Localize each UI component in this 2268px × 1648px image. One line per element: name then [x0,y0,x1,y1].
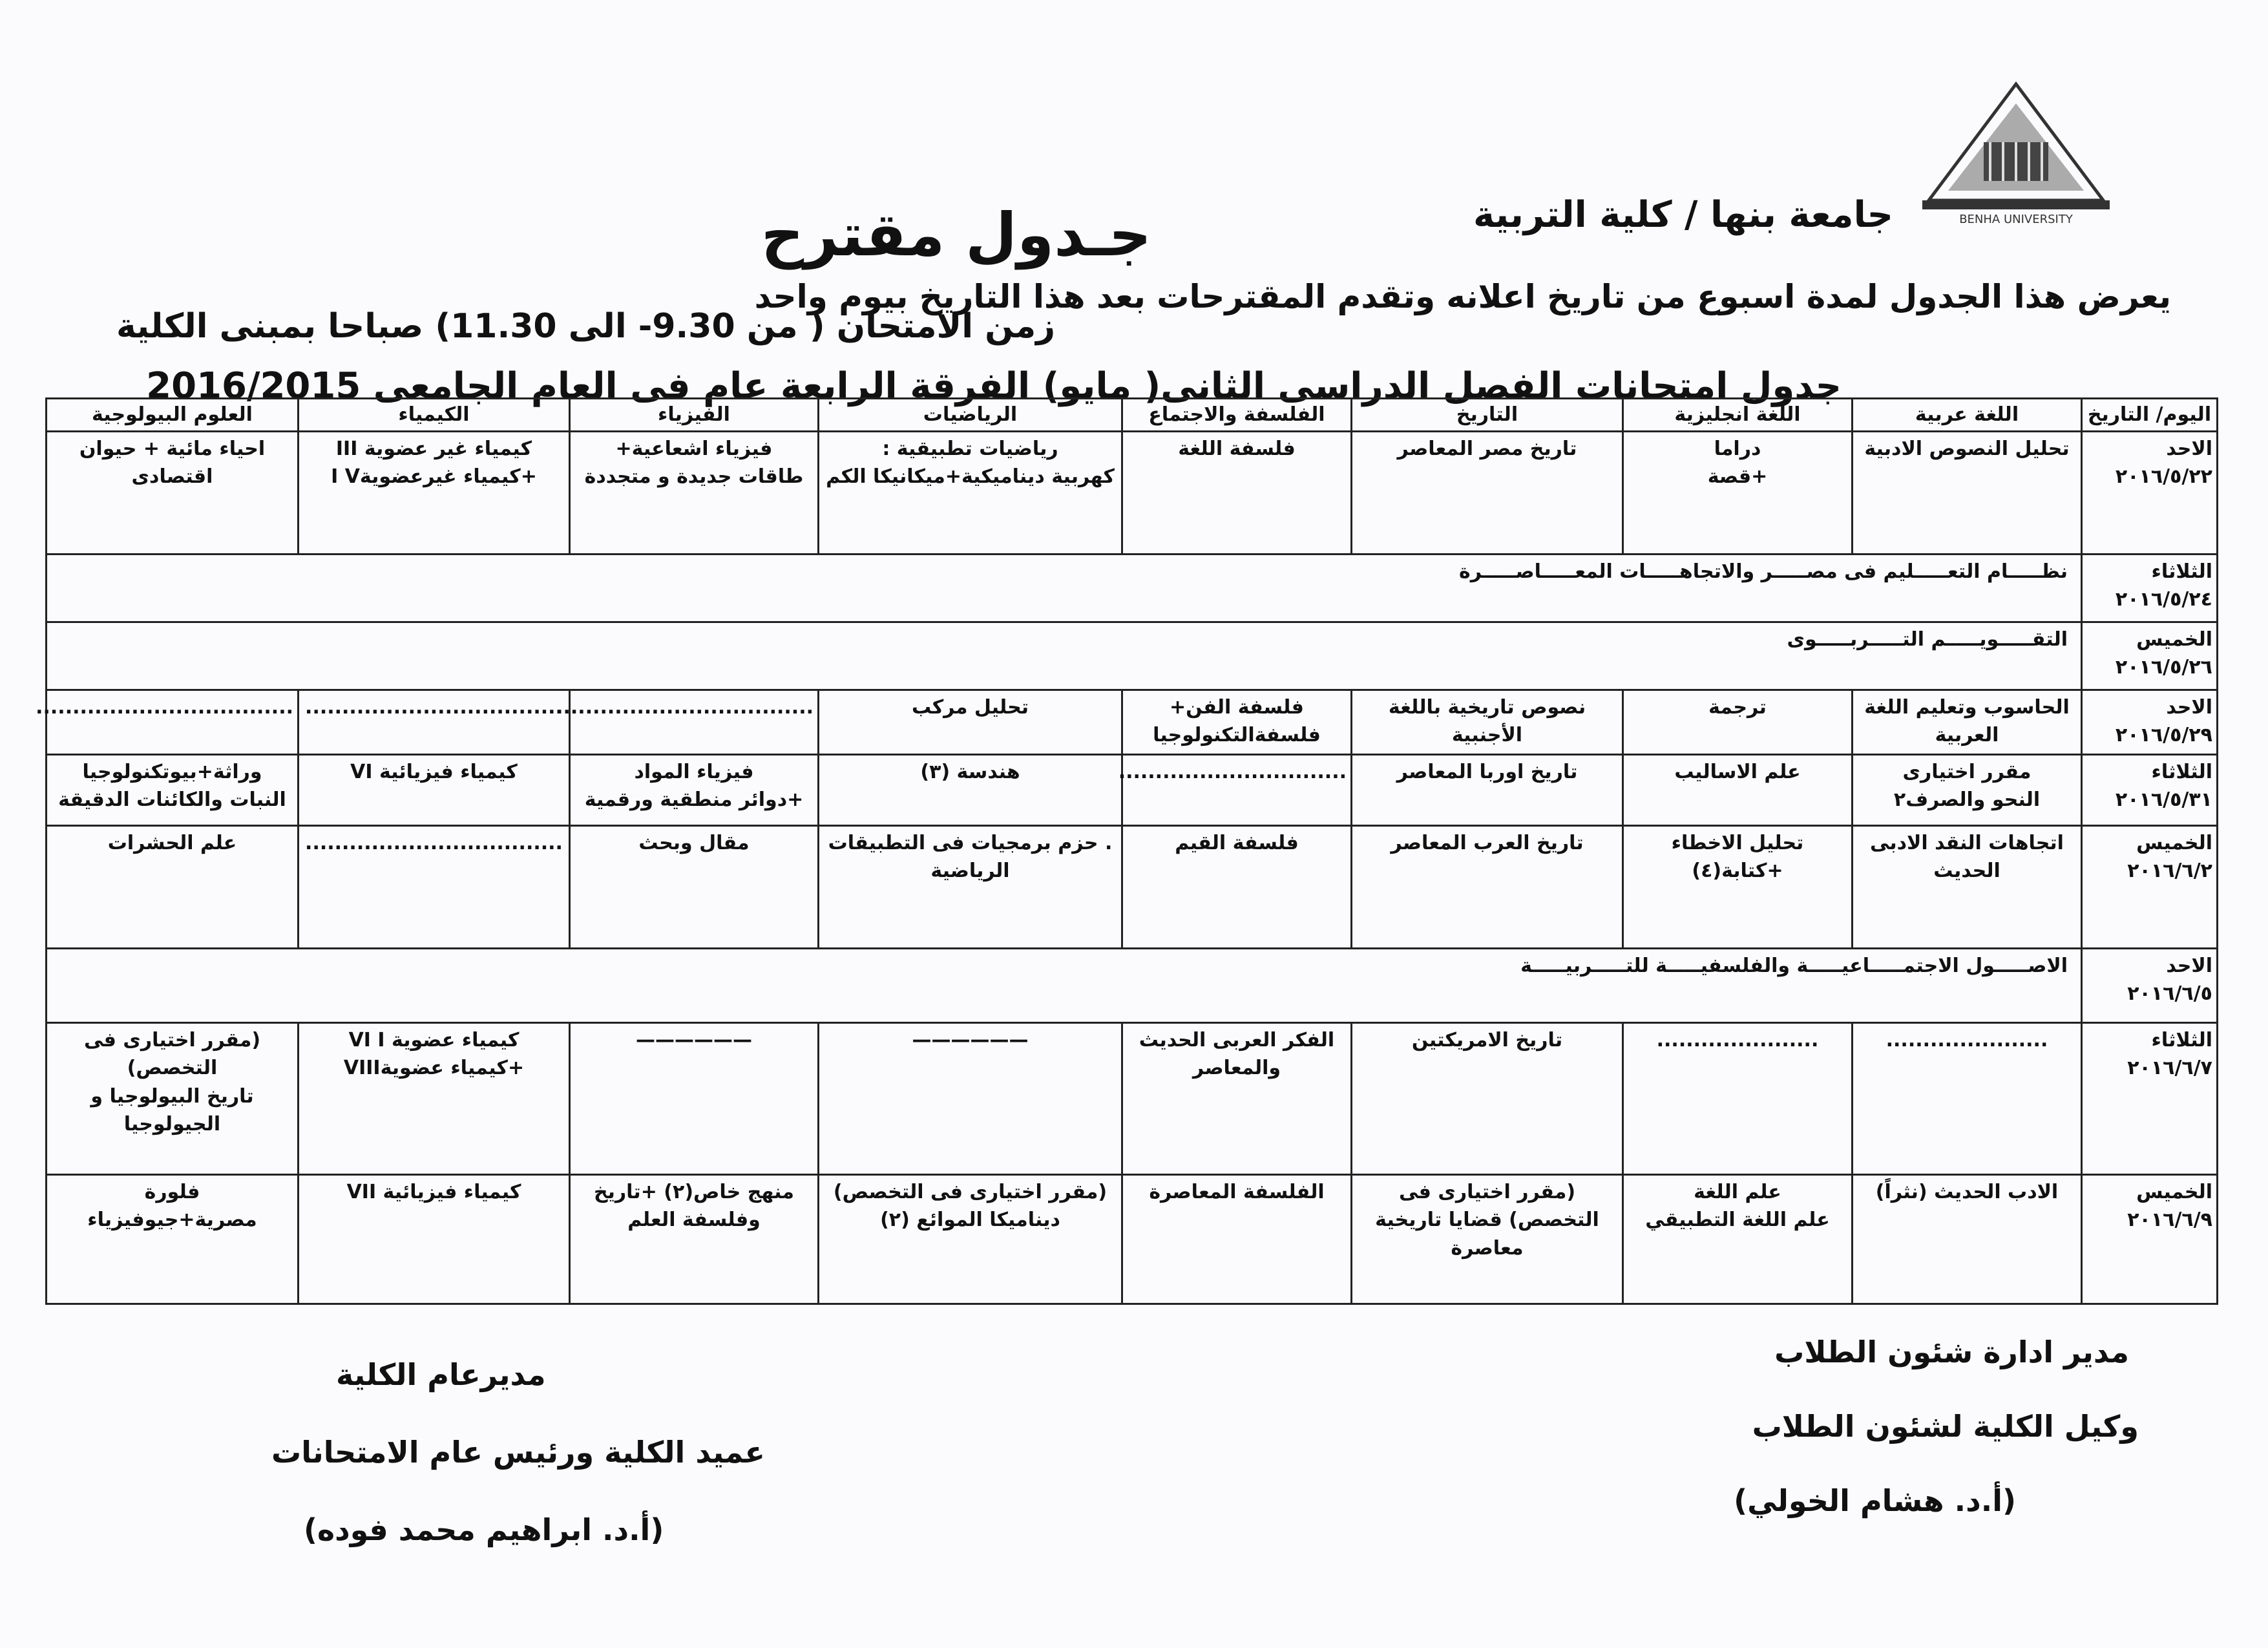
notice-text: يعرض هذا الجدول لمدة اسبوع من تاريخ اعلانه وتقدم المقترحات بعد هذا التاريخ بيوم واحد [754,278,2171,315]
exam-cell: الفلسفة المعاصرة [1122,1174,1352,1304]
exam-cell: تاريخ العرب المعاصر [1352,825,1623,948]
exam-cell: (مقرر اختيارى فى التخصص) قضايا تاريخية معاصرة [1352,1174,1623,1304]
table-row [47,1174,2218,1304]
table-row [47,554,2218,622]
spanning-exam-cell: التقـــــويـــــم التـــــربـــــوى [47,622,2082,690]
exam-cell: فلورة مصرية+جيوفيزياء [47,1174,299,1304]
table-body [36,431,2218,1304]
exam-cell: الادب الحديث (نثراً) [1853,1174,2082,1304]
page-title: جـدول مقترح [761,200,1152,269]
table-row [47,948,2218,1022]
day-label: الثلاثاء [2151,560,2212,583]
table-header-row [47,399,2218,432]
day-date-cell [2082,622,2218,690]
day-label: الثلاثاء [2151,1028,2212,1051]
exam-cell: كيمياء فيزيائية VII [299,1174,570,1304]
exam-cell: تاريخ اوربا المعاصر [1352,754,1623,825]
header-cell: التاريخ [1352,399,1623,432]
exam-cell: علم اللغة علم اللغة التطبيقي [1623,1174,1853,1304]
exam-cell: (مقرر اختيارى فى التخصص) تاريخ البيولوجيا و الجيولوجيا [47,1022,299,1174]
header-cell: اللغة عربية [1853,399,2082,432]
exam-cell: ................................... [570,690,819,754]
day-date-cell [2082,825,2218,948]
day-label: الاحد [2166,954,2212,977]
exam-cell: كيمياء فيزيائية VI [299,754,570,825]
table-row [47,825,2218,948]
signature-vice-dean-name: (أ.د. هشام الخولي) [1734,1483,2016,1518]
day-date-cell [2082,1022,2218,1174]
exam-cell: الفكر العربى الحديث والمعاصر [1122,1022,1352,1174]
exam-cell: فلسفة القيم [1122,825,1352,948]
date-label: ٢٠١٦/٥/٢٩ [2115,724,2212,746]
day-label: الاحد [2166,437,2212,460]
exam-cell: ................................... [299,825,570,948]
exam-cell: ................................... [47,690,299,754]
table-row [47,622,2218,690]
exam-cell: تاريخ الامريكتين [1352,1022,1623,1174]
exam-cell: —————— [570,1022,819,1174]
signature-vice-dean: وكيل الكلية لشئون الطلاب [1752,1409,2139,1444]
spanning-exam-cell: الاصـــــول الاجتمـــــاعيـــــة والفلسفيـــــة للتـــــربيـــــة [47,948,2082,1022]
exam-cell: فيزياء المواد +دوائر منطقية ورقمية [570,754,819,825]
exam-cell: فيزياء اشعاعية+ طاقات جديدة و متجددة [570,431,819,554]
university-name: جامعة بنها / كلية التربية [1473,194,1893,236]
exam-cell: اتجاهات النقد الادبى الحديث [1853,825,2082,948]
exam-schedule-table [36,397,2218,1305]
spanning-exam-cell: نظـــــام التعـــــليم فى مصـــــر والاتجاهـــــات المعـــــاصـــــرة [47,554,2082,622]
exam-cell: —————— [819,1022,1122,1174]
exam-cell: ترجمة [1623,690,1853,754]
exam-cell: هندسة (٣) [819,754,1122,825]
exam-cell: كيمياء عضوية VI I +كيمياء عضويةVIII [299,1022,570,1174]
exam-cell: ............................... [1122,754,1352,825]
exam-cell: ...................... [1623,1022,1853,1174]
table-row [47,1022,2218,1174]
exam-cell: مقال وبحث [570,825,819,948]
exam-cell: دراما +قصة [1623,431,1853,554]
day-date-cell [2082,431,2218,554]
table-row [47,690,2218,754]
day-date-cell [2082,948,2218,1022]
university-logo [1922,71,2110,226]
header-cell: اللغة انجليزية [1623,399,1853,432]
table-row [47,754,2218,825]
date-label: ٢٠١٦/٦/٩ [2127,1209,2212,1231]
header-cell: الفلسفة والاجتماع [1122,399,1352,432]
exam-cell: . حزم برمجيات فى التطبيقات الرياضية [819,825,1122,948]
header-cell: الرياضيات [819,399,1122,432]
exam-cell: كيمياء غير عضوية III +كيمياء غيرعضويةI V [299,431,570,554]
day-label: الاحد [2166,695,2212,719]
exam-cell: تحليل مركب [819,690,1122,754]
exam-cell: مقرر اختيارى النحو والصرف٢ [1853,754,2082,825]
day-label: الخميس [2136,628,2212,651]
exam-cell: علم الحشرات [47,825,299,948]
day-date-cell [2082,554,2218,622]
exam-cell: تحليل الاخطاء +كتابة(٤) [1623,825,1853,948]
date-label: ٢٠١٦/٥/٣١ [2115,788,2212,811]
exam-cell: ................................... [299,690,570,754]
table-row [47,431,2218,554]
day-date-cell [2082,1174,2218,1304]
logo-text: BENHA UNIVERSITY [1959,213,2073,226]
signature-student-affairs-manager: مدير ادارة شئون الطلاب [1774,1335,2129,1369]
exam-cell: الحاسوب وتعليم اللغة العربية [1853,690,2082,754]
exam-cell: فلسفة اللغة [1122,431,1352,554]
exam-cell: نصوص تاريخية باللغة الأجنبية [1352,690,1623,754]
date-label: ٢٠١٦/٦/٢ [2127,860,2212,882]
header-cell: الفيزياء [570,399,819,432]
header-cell: الكيمياء [299,399,570,432]
day-date-cell [2082,754,2218,825]
signature-dean-name: (أ.د. ابراهيم محمد فوده) [304,1512,664,1547]
day-date-cell [2082,690,2218,754]
exam-cell: وراثة+بيوتكنولوجيا النبات والكائنات الدقيقة [47,754,299,825]
exam-time: زمن الامتحان ( من 9.30- الى 11.30) صباحا بمبنى الكلية [116,307,1056,346]
date-label: ٢٠١٦/٦/٧ [2127,1057,2212,1079]
day-label: الخميس [2136,1180,2212,1203]
date-label: ٢٠١٦/٥/٢٢ [2115,465,2212,488]
exam-cell: ...................... [1853,1022,2082,1174]
exam-cell: منهج خاص(٢) +تاريخ وفلسفة العلم [570,1174,819,1304]
header-cell: العلوم البيولوجية [47,399,299,432]
day-label: الثلاثاء [2151,760,2212,783]
exam-cell: علم الاساليب [1623,754,1853,825]
signature-general-manager: مديرعام الكلية [336,1357,546,1392]
table-title: جدول امتحانات الفصل الدراسى الثانى( مايو) الفرقة الرابعة عام فى العام الجامعى 2016/2015 [146,365,1842,407]
day-label: الخميس [2136,831,2212,854]
exam-cell: فلسفة الفن+ فلسفةالتكنولوجيا [1122,690,1352,754]
date-label: ٢٠١٦/٥/٢٤ [2115,588,2212,611]
date-label: ٢٠١٦/٥/٢٦ [2115,656,2212,679]
date-label: ٢٠١٦/٦/٥ [2127,982,2212,1005]
exam-cell: رياضيات تطبيقية : كهربية ديناميكية+ميكانيكا الكم [819,431,1122,554]
exam-cell: (مقرر اختيارى فى التخصص) ديناميكا الموائع (٢) [819,1174,1122,1304]
exam-cell: احياء مائية + حيوان اقتصادى [47,431,299,554]
exam-cell: تاريخ مصر المعاصر [1352,431,1623,554]
signature-dean: عميد الكلية ورئيس عام الامتحانات [271,1435,765,1470]
header-cell: اليوم/ التاريخ [2082,399,2218,432]
exam-cell: تحليل النصوص الادبية [1853,431,2082,554]
